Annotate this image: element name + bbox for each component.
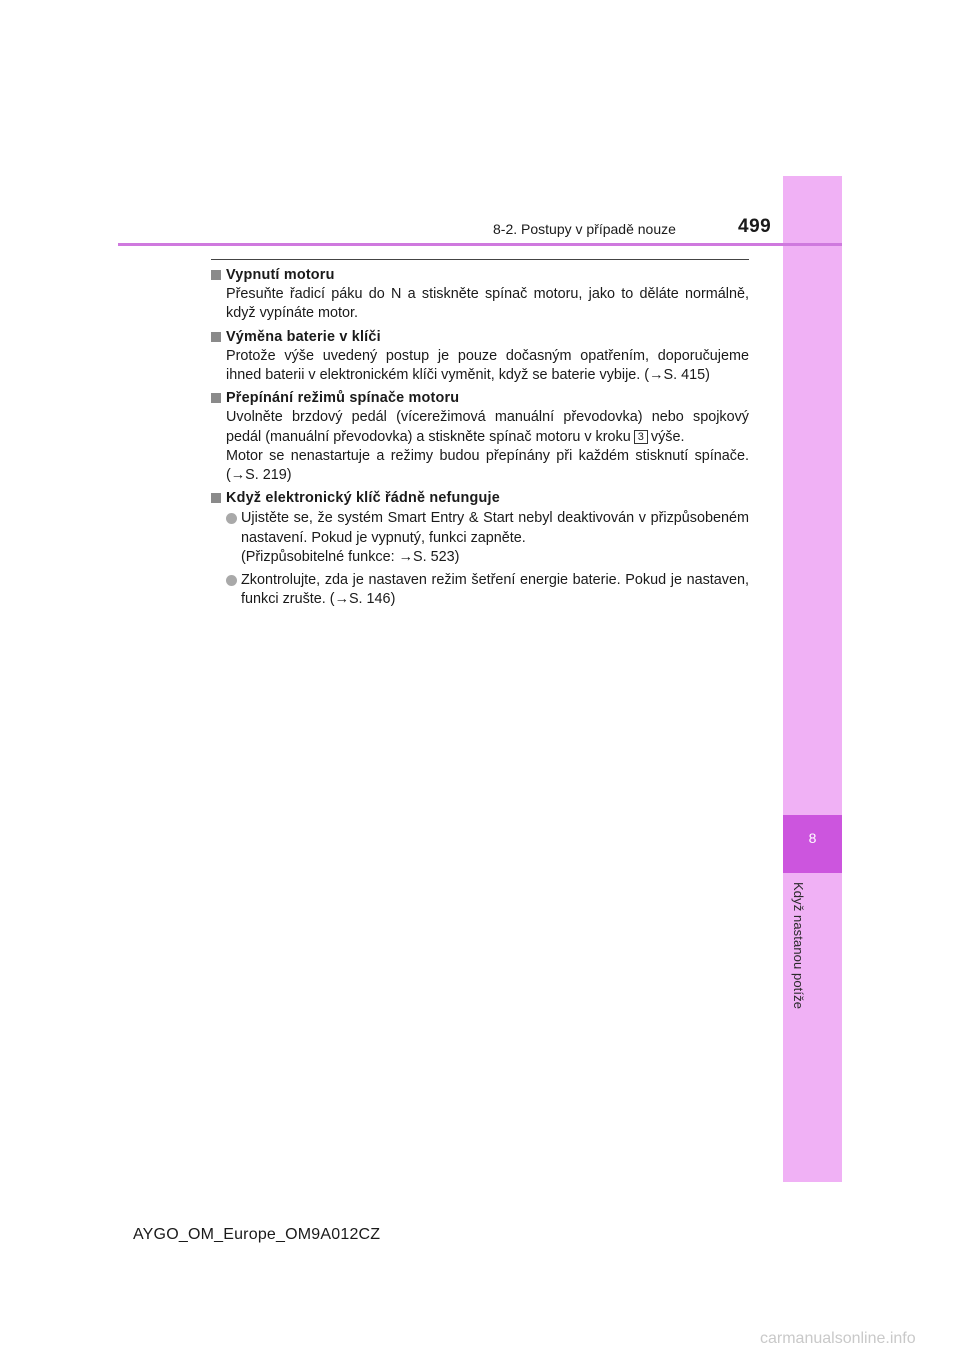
bullet-text: Ujistěte se, že systém Smart Entry & Start nebyl deaktivován v přizpůsobeném nastavení. Pokud je vypnutý, funkci zapněte. bbox=[241, 510, 749, 546]
chapter-number: 8 bbox=[808, 830, 817, 846]
page-number: 499 bbox=[738, 216, 772, 237]
bullet-text: Zkontrolujte, zda je nastaven režim šetření energie baterie. Pokud je nastaven, funkci zrušte. (→S. 146) bbox=[241, 572, 749, 608]
item-title: Výměna baterie v klíči bbox=[226, 328, 381, 345]
bullet-text: (Přizpůsobitelné funkce: →S. 523) bbox=[241, 548, 460, 565]
round-bullet-icon bbox=[226, 575, 237, 586]
content-top-rule bbox=[211, 259, 749, 260]
square-bullet-icon bbox=[211, 332, 221, 342]
round-bullet-icon bbox=[226, 513, 237, 524]
item-body bbox=[226, 408, 749, 446]
item-body-text: výše. bbox=[650, 428, 685, 445]
header-rule bbox=[118, 243, 842, 246]
item-body: Protože výše uvedený postup je pouze dočasným opatřením, doporučujeme ihned baterii v elektronickém klíči vyměnit, když se baterie vybije. (→S. 415) bbox=[226, 347, 749, 384]
section-title: 8-2. Postupy v případě nouze bbox=[493, 221, 676, 237]
item-body: Přesuňte řadicí páku do N a stiskněte spínač motoru, jako to děláte normálně, když vypínáte motor. bbox=[226, 286, 749, 322]
item-title: Vypnutí motoru bbox=[226, 267, 335, 283]
page-content bbox=[211, 266, 749, 613]
document-code: AYGO_OM_Europe_OM9A012CZ bbox=[133, 1226, 381, 1243]
item-title: Když elektronický klíč řádně nefunguje bbox=[226, 490, 500, 507]
step-number-box: 3 bbox=[634, 430, 648, 444]
watermark: carmanualsonline.info bbox=[760, 1330, 916, 1347]
item-engine-off bbox=[211, 266, 749, 324]
item-title: Přepínání režimů spínače motoru bbox=[226, 390, 460, 407]
item-body-text: Uvolněte brzdový pedál (vícerežimová manuální převodovka) nebo spojkový pedál (manuální převodovka) a stiskněte spínač motoru v kroku bbox=[226, 409, 749, 445]
item-key-malfunction bbox=[211, 489, 749, 609]
square-bullet-icon bbox=[211, 393, 221, 403]
item-key-battery bbox=[211, 328, 749, 386]
chapter-title: Když nastanou potíže bbox=[791, 882, 806, 1010]
list-item bbox=[226, 509, 749, 567]
square-bullet-icon bbox=[211, 493, 221, 503]
item-body: Motor se nenastartuje a režimy budou přepínány při každém stisknutí spínače. (→S. 219) bbox=[226, 447, 749, 484]
list-item bbox=[226, 571, 749, 609]
square-bullet-icon bbox=[211, 270, 221, 280]
item-switch-modes bbox=[211, 389, 749, 485]
